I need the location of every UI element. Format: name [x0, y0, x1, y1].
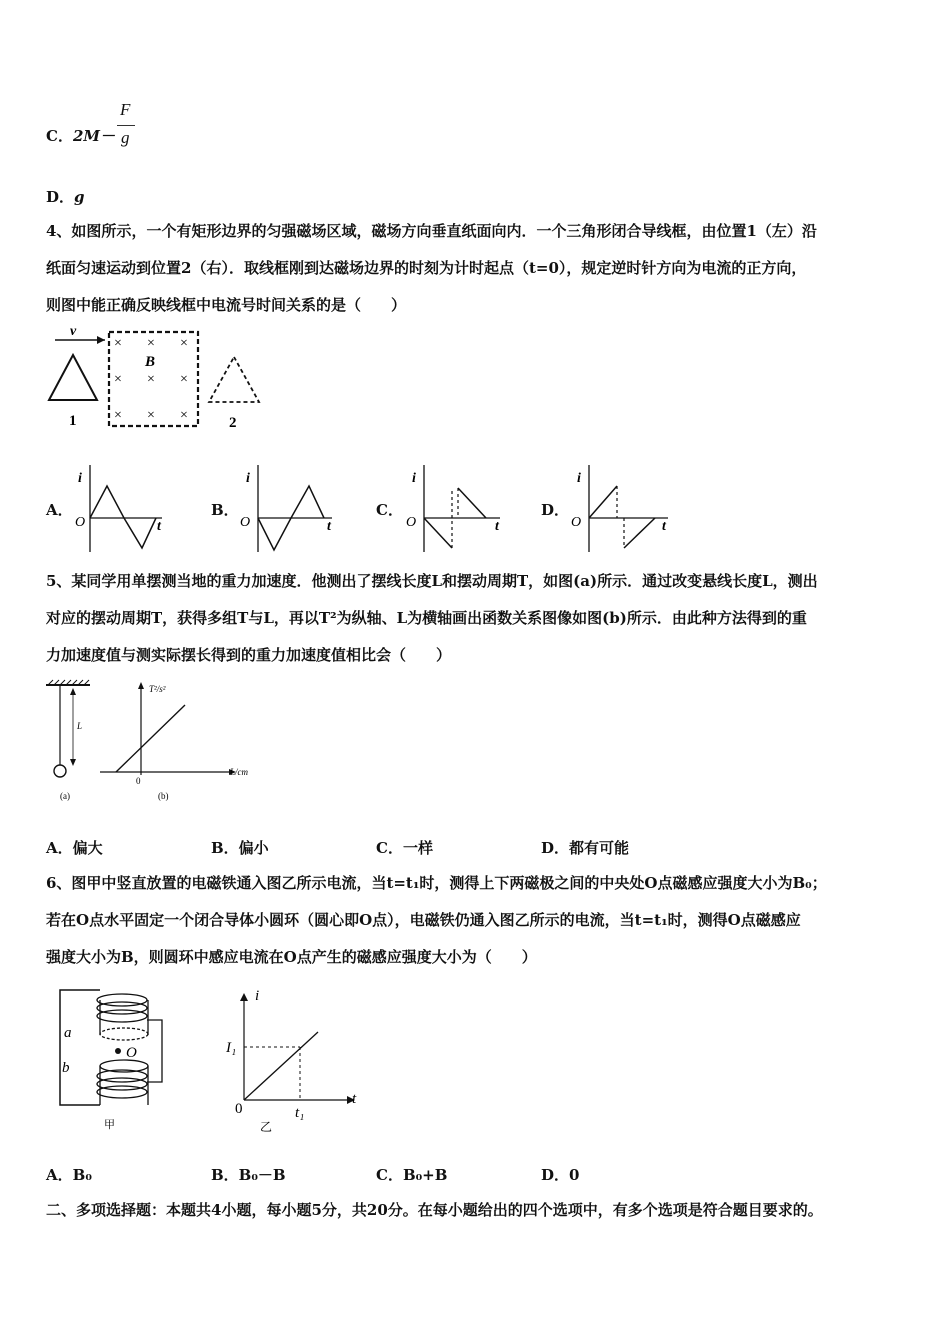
axis-t-label: t [495, 519, 499, 534]
i1-label: I₁ [226, 1040, 237, 1056]
q6-electromagnet-figure [0, 0, 380, 1140]
axis-i-label: i [577, 471, 581, 486]
field-cross: × [114, 408, 122, 423]
axis-t-label: t [662, 519, 666, 534]
figure-yi-label: 乙 [260, 1120, 273, 1134]
upper-coil [97, 994, 148, 1040]
q4-option-b[interactable]: B． [211, 501, 239, 519]
velocity-label: v [70, 324, 77, 339]
lower-coil [97, 1060, 148, 1105]
coil-connection-wire [147, 1020, 162, 1082]
field-cross: × [114, 336, 122, 351]
axis-i-label: i [78, 471, 82, 486]
q4-stem-line-2: 纸面匀速运动到位置2（右）．取线框刚到达磁场边界的时刻为计时起点（t=0），规定逆时针方向为电流的正方向， [46, 259, 807, 277]
q5-stem-line-1: 5、某同学用单摆测当地的重力加速度．他测出了摆线长度L和摆动周期T，如图(a)所示．通过改变悬线长度L，测出 [46, 572, 818, 590]
q6-stem-line-1: 6、图甲中竖直放置的电磁铁通入图乙所示电流，当t=t₁时，测得上下两磁极之间的中央处O点磁感应强度大小为B₀； [46, 874, 827, 892]
q6-stem-line-2: 若在O点水平固定一个闭合导体小圆环（圆心即O点），电磁铁仍通入图乙所示的电流，当t=t₁时，测得O点磁感应 [46, 911, 801, 929]
axis-i-label: i [246, 471, 250, 486]
q5-option-d[interactable]: D．都有可能 [541, 839, 630, 857]
point-o-label: O [126, 1045, 137, 1061]
q5-option-b[interactable]: B．偏小 [211, 839, 269, 857]
origin-label: 0 [136, 776, 141, 786]
figure-jia-label: 甲 [104, 1119, 115, 1131]
field-label-b: B [145, 354, 156, 370]
current-curve [424, 518, 452, 548]
current-line [244, 1032, 318, 1100]
current-curve [624, 518, 655, 548]
terminal-a-label: a [64, 1025, 72, 1041]
q6-option-d[interactable]: D．0 [541, 1166, 580, 1184]
q3-fraction-numerator: F [120, 100, 131, 119]
q5-stem-line-2: 对应的摆动周期T，获得多组T与L，再以T²为纵轴、L为横轴画出函数关系图像如图(b)所示．由此种方法得到的重 [46, 609, 807, 627]
current-curve [458, 488, 486, 518]
q4-option-a[interactable]: A． [46, 501, 73, 519]
graph-c [406, 465, 500, 552]
point-o [115, 1048, 121, 1054]
field-cross: × [147, 408, 155, 423]
current-curve [589, 486, 617, 518]
section-2-heading: 二、多项选择题：本题共4小题，每小题5分，共20分。在每小题给出的四个选项中，有多个选项是符合题目要求的。 [46, 1201, 823, 1219]
field-cross: × [180, 372, 188, 387]
q3-fraction-denominator: g [121, 128, 130, 147]
field-cross: × [147, 336, 155, 351]
axis-i-label: i [412, 471, 416, 486]
axis-t-label: t [327, 519, 331, 534]
field-cross: × [147, 372, 155, 387]
axis-t-label: t [352, 1091, 357, 1107]
q4-option-d[interactable]: D． [541, 501, 570, 519]
terminal-b-label: b [62, 1060, 70, 1076]
origin-label: O [240, 515, 251, 530]
origin-label: O [75, 515, 86, 530]
origin-label: O [406, 515, 417, 530]
q3-option-d-expr: g [74, 188, 85, 206]
x-axis-label: L/cm [230, 767, 248, 777]
field-cross: × [180, 408, 188, 423]
q6-stem-line-3: 强度大小为B，则圆环中感应电流在O点产生的磁感应强度大小为（ ） [46, 948, 537, 966]
q3-option-d-label: D． [46, 188, 75, 206]
position-2-label: 2 [229, 415, 237, 431]
origin-label: O [571, 515, 582, 530]
field-cross: × [180, 336, 188, 351]
origin-label: 0 [235, 1101, 243, 1117]
q5-option-a[interactable]: A．偏大 [46, 839, 103, 857]
q5-option-c[interactable]: C．一样 [376, 839, 433, 857]
length-label: L [77, 721, 83, 731]
q5-stem-line-3: 力加速度值与测实际摆长得到的重力加速度值相比会（ ） [46, 646, 452, 664]
q4-option-c[interactable]: C． [376, 501, 403, 519]
q6-option-c[interactable]: C．B₀+B [376, 1166, 448, 1184]
q4-stem-line-1: 4、如图所示，一个有矩形边界的匀强磁场区域，磁场方向垂直纸面向内．一个三角形闭合导线框，由位置1（左）沿 [46, 222, 817, 240]
graph-d [571, 465, 668, 552]
figure-b-label: (b) [158, 791, 169, 801]
figure-a-label: (a) [60, 791, 70, 801]
q3-option-c-label: C． [46, 127, 73, 145]
q6-option-a[interactable]: A．B₀ [46, 1166, 92, 1184]
position-1-label: 1 [69, 413, 77, 429]
axis-i-label: i [255, 988, 260, 1004]
q3-option-c-expr: 2M－ [72, 127, 115, 145]
q4-stem-line-3: 则图中能正确反映线框中电流号时间关系的是（ ） [46, 296, 407, 314]
iron-core-frame [60, 990, 100, 1105]
t1-label: t₁ [295, 1105, 305, 1121]
y-axis-label: T²/s² [149, 684, 166, 694]
field-cross: × [114, 372, 122, 387]
axis-t-label: t [157, 519, 161, 534]
q6-option-b[interactable]: B．B₀－B [211, 1166, 286, 1184]
